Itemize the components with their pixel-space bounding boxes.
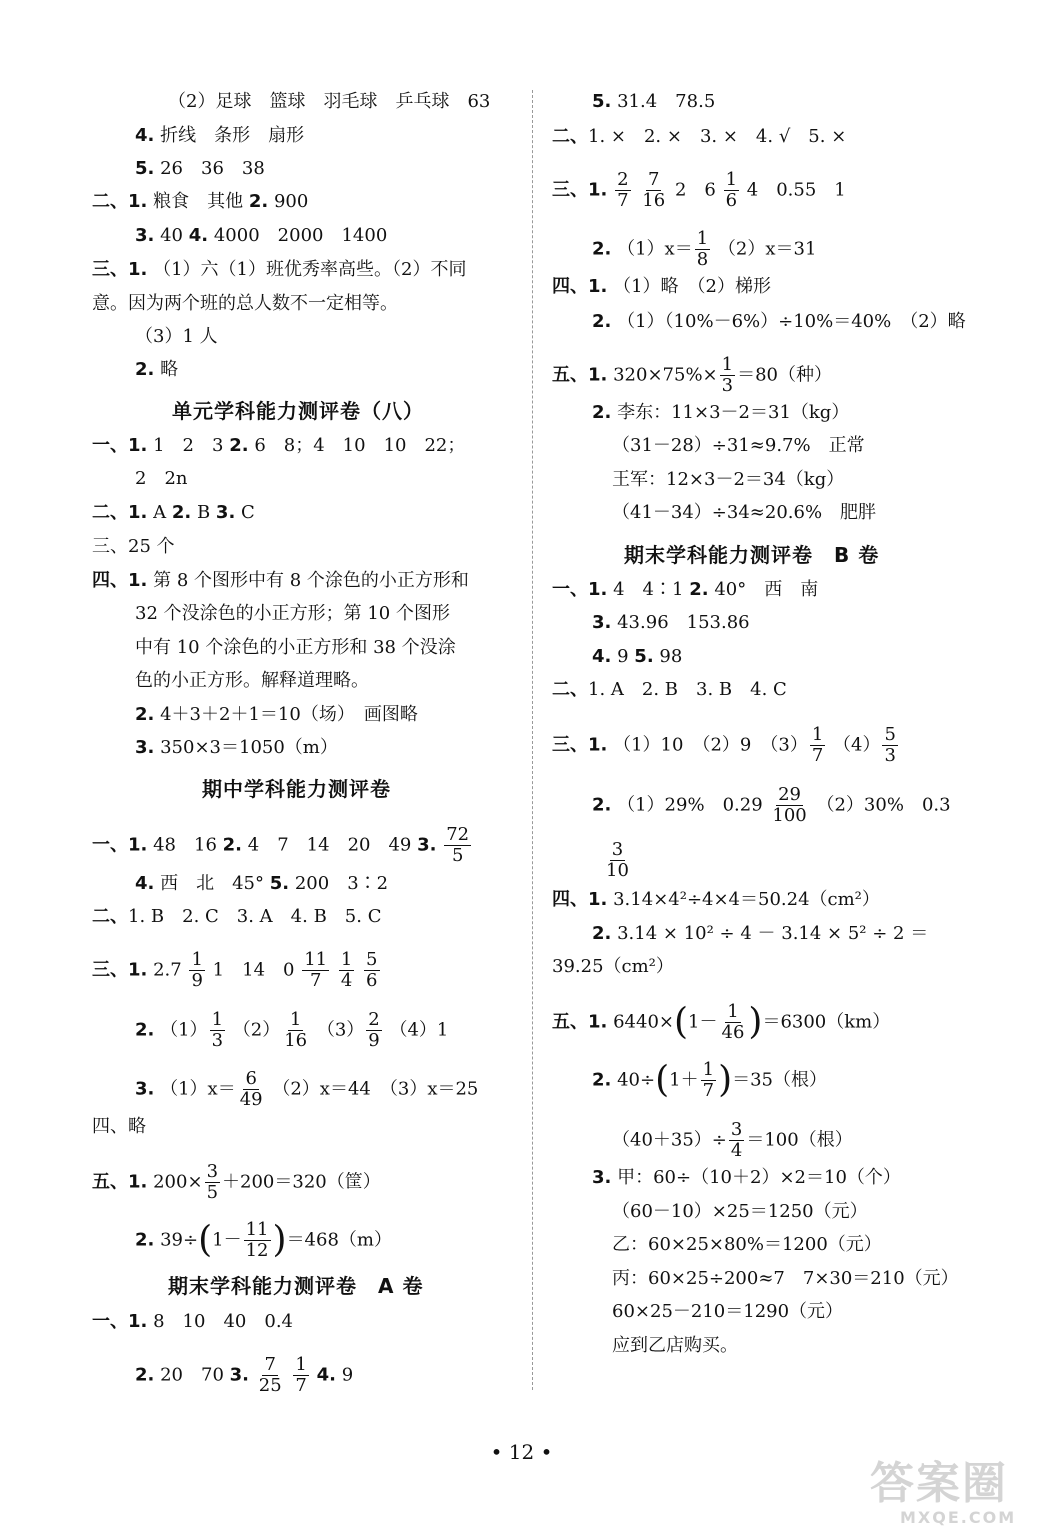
answer-line: 2. （1）29% 0.29 $\frac{29}{100}$ （2）30% 0.3 bbox=[592, 784, 951, 826]
answer-line: 四、略 bbox=[92, 1116, 146, 1137]
answer-line: 五、1. 200× $\frac{3}{5}$ ＋200＝320（筐） bbox=[92, 1161, 381, 1203]
fraction: $\frac{11}{12}$ bbox=[245, 1219, 269, 1261]
answer-line: 丙：60×25÷200≈7 7×30＝210（元） bbox=[612, 1268, 959, 1289]
answer-line: （40＋35）÷ $\frac{3}{4}$ ＝100（根） bbox=[612, 1119, 853, 1161]
fraction: $\frac{3}{5}$ bbox=[206, 1161, 219, 1203]
section-heading: 期末学科能力测评卷 B 卷 bbox=[624, 543, 880, 567]
answer-line: 39.25（cm²） bbox=[552, 956, 674, 977]
fraction: $\frac{1}{3}$ bbox=[721, 354, 734, 396]
answer-line: （31－28）÷31≈9.7% 正常 bbox=[612, 435, 865, 456]
fraction: $\frac{2}{9}$ bbox=[368, 1009, 380, 1051]
answer-line: （3）1 人 bbox=[135, 326, 218, 347]
fraction: $\frac{29}{100}$ bbox=[772, 784, 807, 826]
answer-line: 二、1. × 2. × 3. × 4. √ 5. × bbox=[552, 126, 847, 147]
answer-line: 王军：12×3－2＝34（kg） bbox=[612, 469, 845, 490]
column-divider bbox=[532, 90, 533, 1390]
answer-line: 三、1. 2.7 $\frac{1}{9}$ 1 14 0 $\frac{11}{7}$ $\frac{1}{4}$ $\frac{5}{6}$ bbox=[92, 949, 378, 991]
answer-line: 4. 9 5. 98 bbox=[592, 646, 683, 667]
answer-line: （60－10）×25＝1250（元） bbox=[612, 1201, 868, 1222]
answer-line: 三、1. $\frac{2}{7}$ $\frac{7}{16}$ 2 6 $\frac{1}{6}$ 4 0.55 1 bbox=[552, 169, 846, 211]
fraction: $\frac{1}{6}$ bbox=[725, 169, 738, 211]
answer-line: 2 2n bbox=[135, 468, 188, 489]
answer-line: 5. 31.4 78.5 bbox=[592, 91, 716, 112]
fraction: $\frac{7}{25}$ bbox=[258, 1354, 282, 1396]
answer-line: 3. （1）x＝ $\frac{6}{49}$ （2）x＝44 （3）x＝25 bbox=[135, 1068, 479, 1110]
answer-line: 二、1. 粮食 其他 2. 900 bbox=[92, 191, 309, 212]
fraction: $\frac{1}{7}$ bbox=[702, 1059, 715, 1101]
answer-line: 意。因为两个班的总人数不一定相等。 bbox=[92, 293, 398, 314]
answer-line: 二、1. A 2. B 3. C bbox=[92, 502, 255, 523]
answer-line: 2. 略 bbox=[135, 359, 179, 380]
answer-line: 2. （1）x＝ $\frac{1}{8}$ （2）x＝31 bbox=[592, 228, 817, 270]
fraction: $\frac{5}{6}$ bbox=[366, 949, 378, 991]
answer-line: 4. 折线 条形 扇形 bbox=[135, 125, 305, 146]
section-heading: 单元学科能力测评卷（八） bbox=[172, 399, 424, 423]
answer-line: 一、1. 48 16 2. 4 7 14 20 49 3. $\frac{72}{5}$ bbox=[92, 824, 470, 866]
fraction: $\frac{72}{5}$ bbox=[446, 824, 470, 866]
section-heading: 期末学科能力测评卷 A 卷 bbox=[168, 1274, 424, 1298]
fraction: $\frac{1}{7}$ bbox=[811, 724, 824, 766]
answer-line bbox=[602, 840, 633, 881]
answer-line: 四、1. 第 8 个图形中有 8 个涂色的小正方形和 bbox=[92, 570, 469, 591]
answer-line: 60×25－210＝1290（元） bbox=[612, 1301, 844, 1322]
fraction: $\frac{1}{4}$ bbox=[340, 949, 353, 991]
answer-line: 五、1. 320×75%× $\frac{1}{3}$ ＝80（种） bbox=[552, 354, 832, 396]
fraction: $\frac{1}{8}$ bbox=[696, 228, 709, 270]
answer-line: 四、1. （1）略 （2）梯形 bbox=[552, 276, 772, 297]
answer-line: 五、1. 6440×(1－ $\frac{1}{46}$ )＝6300（km） bbox=[552, 1001, 891, 1043]
fraction: $\frac{7}{16}$ bbox=[642, 169, 666, 211]
answer-line: 中有 10 个涂色的小正方形和 38 个没涂 bbox=[135, 637, 456, 658]
watermark-logo: 答案圈 MXQE.COM bbox=[870, 1458, 1017, 1527]
answer-line: 3. 40 4. 4000 2000 1400 bbox=[135, 225, 388, 246]
answer-line: 2. （1）（10%－6%）÷10%＝40% （2）略 bbox=[592, 311, 966, 332]
fraction: $\frac{1}{16}$ bbox=[284, 1009, 308, 1051]
fraction: $\frac{1}{9}$ bbox=[191, 949, 203, 991]
answer-line: 三、1. （1）六（1）班优秀率高些。（2）不同 bbox=[92, 259, 467, 280]
answer-line: 一、1. 1 2 3 2. 6 8；4 10 10 22； bbox=[92, 435, 466, 456]
answer-line: 一、1. 8 10 40 0.4 bbox=[92, 1311, 293, 1332]
answer-line: 32 个没涂色的小正方形；第 10 个图形 bbox=[135, 603, 450, 624]
answer-line: 色的小正方形。解释道理略。 bbox=[135, 670, 369, 691]
answer-line: 3. 350×3＝1050（m） bbox=[135, 737, 338, 758]
fraction: $\frac{1}{46}$ bbox=[721, 1001, 745, 1043]
answer-line: 2. 39÷(1－ $\frac{11}{12}$ )＝468（m） bbox=[135, 1219, 392, 1261]
answer-line: （41－34）÷34≈20.6% 肥胖 bbox=[612, 502, 877, 523]
answer-line: 2. 3.14 × 10² ÷ 4 － 3.14 × 5² ÷ 2 ＝ bbox=[592, 923, 929, 944]
fraction: $\frac{1}{7}$ bbox=[295, 1354, 307, 1396]
fraction: $\frac{3}{4}$ bbox=[730, 1119, 743, 1161]
answer-line: 5. 26 36 38 bbox=[135, 158, 265, 179]
fraction: $\frac{6}{49}$ bbox=[239, 1068, 263, 1110]
answer-line: 2. 40÷(1＋ $\frac{1}{7}$ )＝35（根） bbox=[592, 1059, 828, 1101]
answer-line: 三、25 个 bbox=[92, 536, 175, 557]
fraction: $\frac{2}{7}$ bbox=[617, 169, 629, 211]
page-number: • 12 • bbox=[490, 1440, 553, 1464]
answer-line: 三、1. （1）10 （2）9 （3） $\frac{1}{7}$ （4） $\frac{5}{3}$ bbox=[552, 724, 896, 766]
fraction: $\frac{1}{3}$ bbox=[211, 1009, 224, 1051]
answer-line: 乙：60×25×80%＝1200（元） bbox=[612, 1234, 882, 1255]
fraction: $\frac{5}{3}$ bbox=[884, 724, 896, 766]
answer-line: 2. （1） $\frac{1}{3}$ （2） $\frac{1}{16}$ （3） $\frac{2}{9}$ （4）1 bbox=[135, 1009, 449, 1051]
fraction: $\frac{3}{10}$ bbox=[606, 839, 629, 881]
answer-line: 2. 4＋3＋2＋1＝10（场） 画图略 bbox=[135, 704, 418, 725]
answer-line: 二、1. A 2. B 3. B 4. C bbox=[552, 679, 787, 700]
answer-line: （2）足球 篮球 羽毛球 乒乓球 63 bbox=[168, 91, 491, 112]
answer-line: 3. 甲：60÷（10＋2）×2＝10（个） bbox=[592, 1167, 901, 1188]
answer-line: 四、1. 3.14×4²÷4×4＝50.24（cm²） bbox=[552, 889, 880, 910]
answer-line: 2. 20 70 3. $\frac{7}{25}$ $\frac{1}{7}$ 4. 9 bbox=[135, 1354, 354, 1396]
section-heading: 期中学科能力测评卷 bbox=[202, 777, 391, 801]
answer-line: 4. 西 北 45° 5. 200 3∶2 bbox=[135, 873, 389, 894]
answer-line: 应到乙店购买。 bbox=[612, 1335, 738, 1356]
answer-line: 一、1. 4 4∶1 2. 40° 西 南 bbox=[552, 579, 819, 600]
answer-line: 2. 李东：11×3－2＝31（kg） bbox=[592, 402, 850, 423]
fraction: $\frac{11}{7}$ bbox=[304, 949, 328, 991]
answer-line: 二、1. B 2. C 3. A 4. B 5. C bbox=[92, 906, 382, 927]
answer-line: 3. 43.96 153.86 bbox=[592, 612, 750, 633]
